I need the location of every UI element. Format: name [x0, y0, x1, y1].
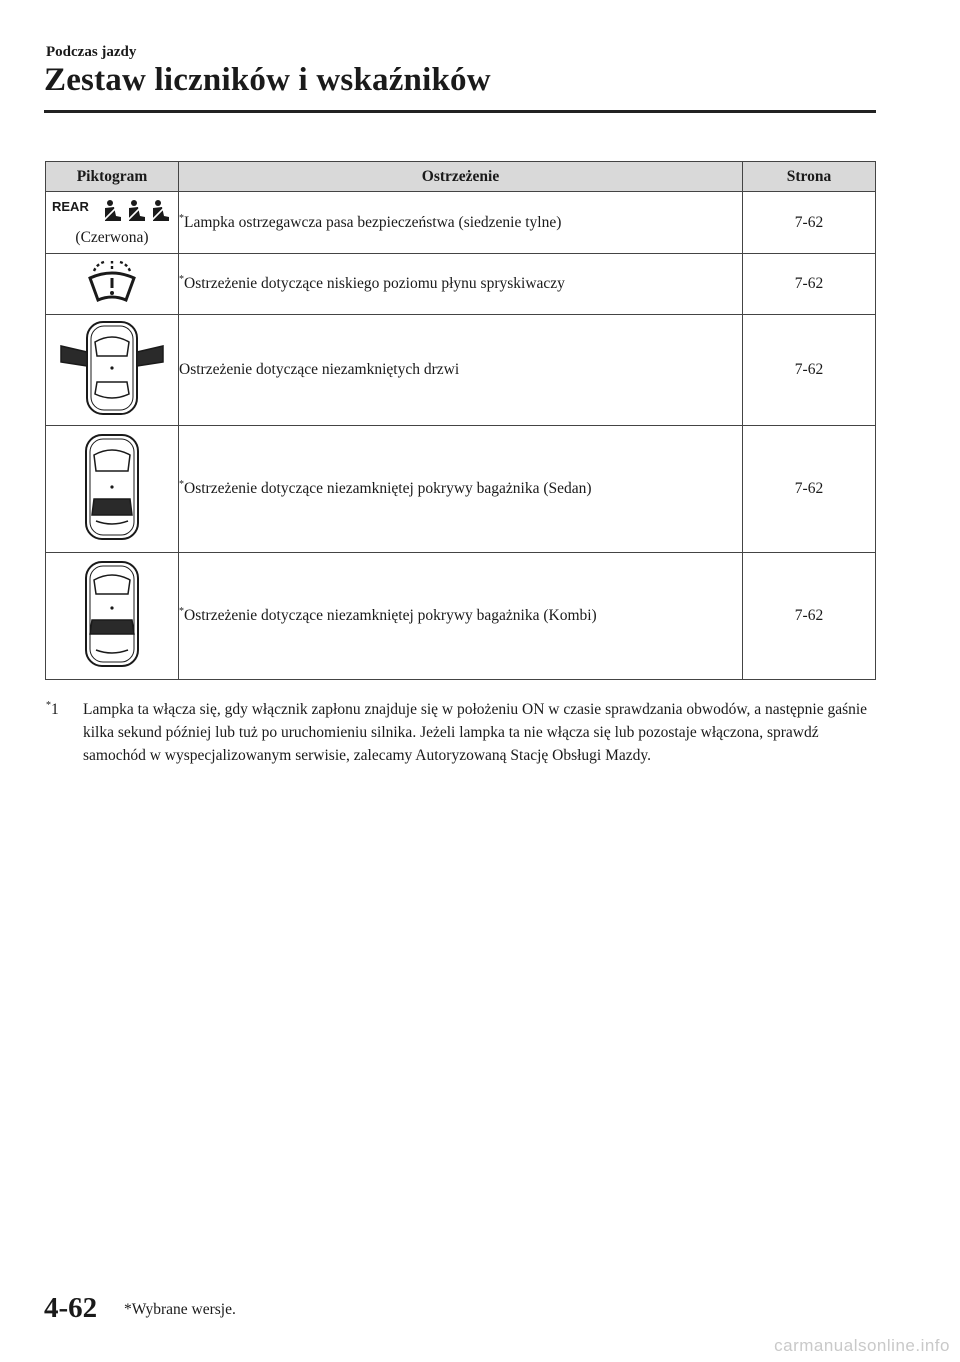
column-header-pictogram: Piktogram — [46, 162, 179, 192]
optional-mark: * — [179, 479, 184, 490]
pictogram-cell — [46, 315, 179, 426]
column-header-page: Strona — [743, 162, 876, 192]
warning-description — [179, 192, 743, 254]
optional-equipment-note: *Wybrane wersje. — [124, 1301, 236, 1318]
table-row — [46, 254, 876, 315]
pictogram-cell — [46, 426, 179, 553]
warning-description — [179, 426, 743, 553]
table-header-row — [46, 162, 876, 192]
footnote-number: 1 — [51, 701, 59, 718]
liftgate-open-kombi-icon — [72, 558, 152, 670]
warning-description — [179, 553, 743, 680]
page-title: Zestaw liczników i wskaźników — [44, 62, 491, 98]
pictogram-cell — [46, 254, 179, 315]
table-row — [46, 553, 876, 680]
page-number: 4-62 — [44, 1292, 98, 1324]
rear-seat-belt-warning-icon — [99, 199, 171, 223]
footnote — [46, 698, 876, 767]
trunk-open-sedan-icon — [72, 431, 152, 543]
pictogram-caption: (Czerwona) — [75, 228, 149, 246]
pictogram-cell — [46, 553, 179, 680]
page-reference: 7-62 — [743, 315, 876, 426]
door-ajar-icon — [57, 320, 167, 416]
section-label: Podczas jazdy — [46, 44, 137, 60]
warning-text: Lampka ostrzegawcza pasa bezpieczeństwa (siedzenie tylne) — [184, 213, 562, 231]
table-row — [46, 315, 876, 426]
warning-text: Ostrzeżenie dotyczące niezamkniętej pokrywy bagażnika (Kombi) — [184, 607, 597, 624]
warning-text: Ostrzeżenie dotyczące niezamkniętej pokrywy bagażnika (Sedan) — [184, 480, 592, 497]
footnote-asterisk: * — [46, 700, 51, 711]
warning-description — [179, 315, 743, 426]
column-header-warning: Ostrzeżenie — [179, 162, 743, 192]
warning-description — [179, 254, 743, 315]
table-row — [46, 192, 876, 254]
page-reference: 7-62 — [743, 254, 876, 315]
rear-label: REAR — [52, 198, 89, 214]
low-washer-fluid-icon — [84, 260, 140, 304]
warning-table — [45, 161, 876, 680]
title-divider — [44, 110, 876, 113]
footnote-marker — [46, 698, 80, 721]
page-reference: 7-62 — [743, 192, 876, 254]
page-reference: 7-62 — [743, 426, 876, 553]
page-reference: 7-62 — [743, 553, 876, 680]
optional-mark: * — [179, 606, 184, 617]
watermark: carmanualsonline.info — [774, 1336, 950, 1355]
optional-mark: * — [179, 274, 184, 285]
optional-mark: * — [179, 212, 184, 224]
table-row — [46, 426, 876, 553]
warning-text: Ostrzeżenie dotyczące niskiego poziomu płynu spryskiwaczy — [184, 275, 565, 292]
warning-text: Ostrzeżenie dotyczące niezamkniętych drzwi — [179, 361, 460, 378]
pictogram-cell — [46, 192, 179, 254]
footnote-text: Lampka ta włącza się, gdy włącznik zapłonu znajduje się w położeniu ON w czasie sprawdzania obwodów, a następnie gaśnie kilka sekund później lub tuż po uruchomieniu silnika. Jeżeli lampka ta nie włącza się lub pozostaje włączona, sprawdź samochód w wyspecjalizowanym serwisie, zalecamy Autoryzowaną Stację Obsługi Mazdy. — [83, 701, 868, 764]
